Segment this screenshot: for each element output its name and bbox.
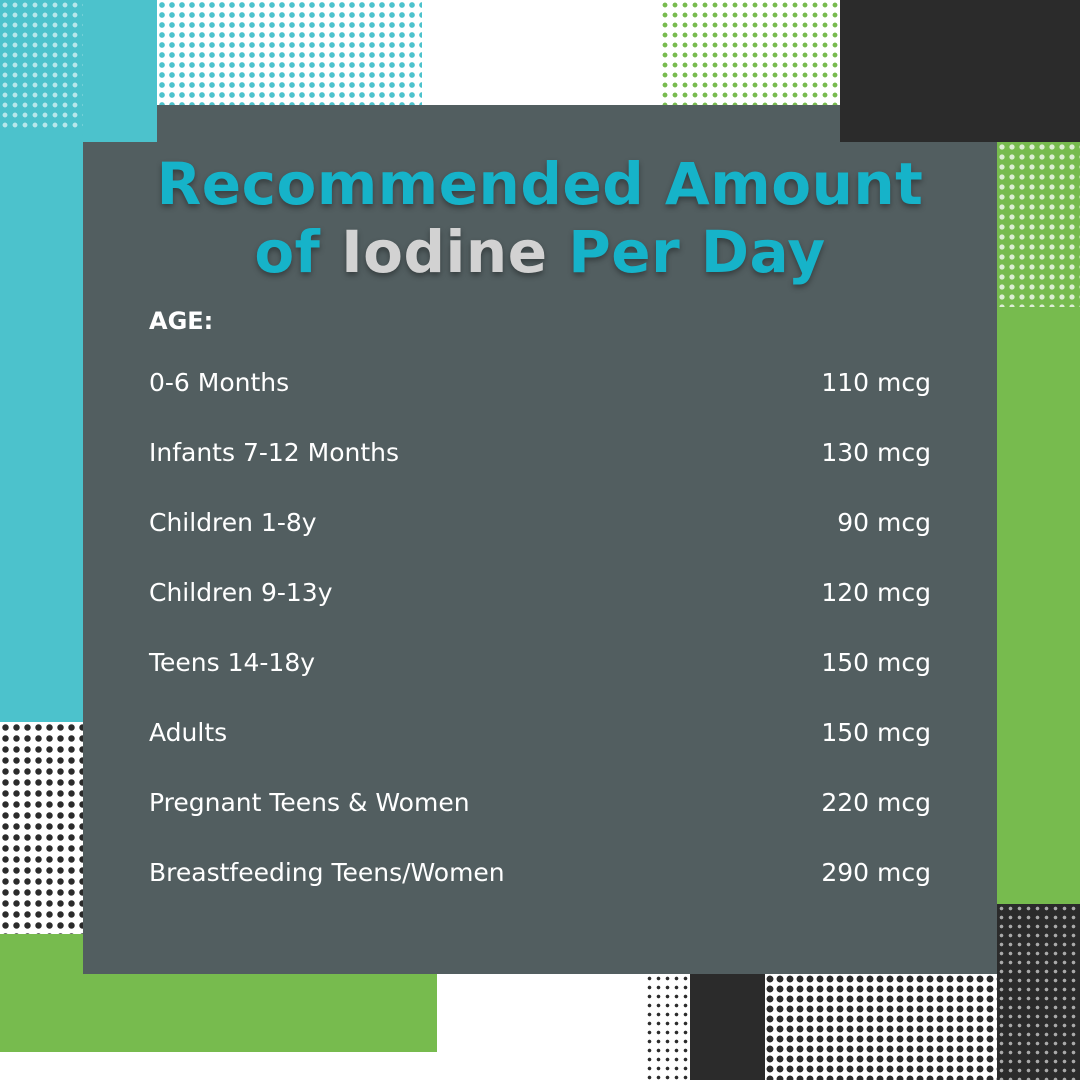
halftone-green-top bbox=[660, 0, 840, 105]
row-label: Infants 7-12 Months bbox=[149, 437, 400, 467]
halftone-dark-left bbox=[0, 722, 83, 934]
title-suffix: Per Day bbox=[547, 218, 826, 286]
table-row bbox=[149, 487, 931, 557]
row-amount: 120 mcg bbox=[821, 577, 931, 607]
halftone-teal-top bbox=[157, 0, 422, 105]
halftone-green-right bbox=[997, 142, 1080, 307]
table-row bbox=[149, 557, 931, 627]
row-amount: 220 mcg bbox=[821, 787, 931, 817]
title-prefix: of bbox=[254, 218, 342, 286]
row-label: Adults bbox=[149, 717, 228, 747]
title-line-2 bbox=[83, 218, 997, 286]
row-label: Children 9-13y bbox=[149, 577, 333, 607]
table-row bbox=[149, 627, 931, 697]
title-line-1: Recommended Amount bbox=[156, 150, 924, 218]
row-amount: 150 mcg bbox=[821, 717, 931, 747]
row-label: Children 1-8y bbox=[149, 507, 317, 537]
row-amount: 150 mcg bbox=[821, 647, 931, 677]
table-row bbox=[149, 697, 931, 767]
row-label: Breastfeeding Teens/Women bbox=[149, 857, 505, 887]
row-amount: 130 mcg bbox=[821, 437, 931, 467]
table-row bbox=[149, 837, 931, 907]
halftone-dark-bottom-small bbox=[645, 974, 690, 1080]
row-amount: 290 mcg bbox=[821, 857, 931, 887]
row-amount: 110 mcg bbox=[821, 367, 931, 397]
table-row bbox=[149, 417, 931, 487]
row-label: Pregnant Teens & Women bbox=[149, 787, 470, 817]
iodine-table bbox=[149, 347, 931, 907]
dark-block-bottom bbox=[690, 974, 765, 1080]
title-highlight: Iodine bbox=[341, 218, 548, 286]
table-row bbox=[149, 767, 931, 837]
dark-block-top-right bbox=[840, 0, 1080, 142]
table-row bbox=[149, 347, 931, 417]
row-label: Teens 14-18y bbox=[149, 647, 316, 677]
row-label: 0-6 Months bbox=[149, 367, 290, 397]
halftone-dark-bottom-right bbox=[997, 904, 1080, 1080]
page-title bbox=[83, 150, 997, 286]
age-header: AGE: bbox=[149, 307, 214, 335]
row-amount: 90 mcg bbox=[837, 507, 931, 537]
halftone-dark-bottom-large bbox=[765, 974, 997, 1080]
halftone-teal-corner bbox=[0, 0, 83, 130]
